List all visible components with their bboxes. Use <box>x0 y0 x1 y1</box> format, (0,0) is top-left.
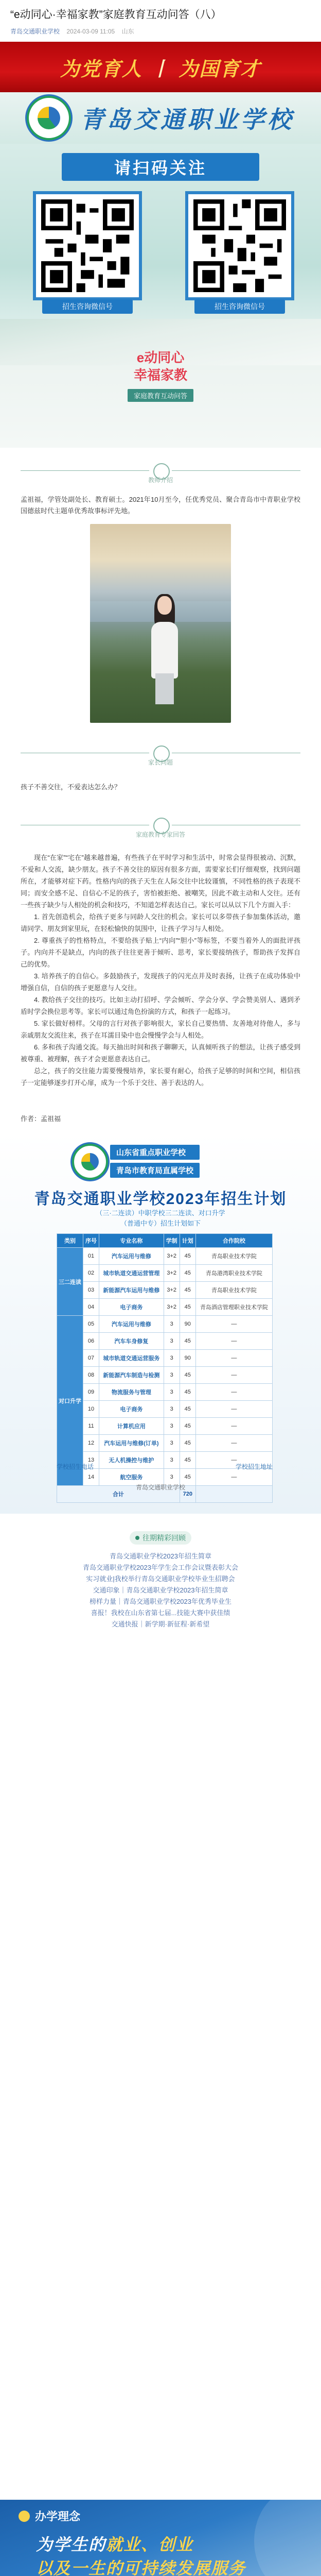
column-header: 合作院校 <box>195 1234 272 1248</box>
table-cell: 3 <box>164 1418 180 1435</box>
table-cell: 无人机操控与维护 <box>99 1452 164 1469</box>
table-cell: — <box>195 1350 272 1367</box>
table-cell: 45 <box>180 1299 195 1316</box>
table-cell-category: 三二连读 <box>57 1248 83 1316</box>
table-row <box>57 1384 273 1401</box>
answer-paragraph: 3. 培养孩子的自信心。多鼓励孩子，发现孩子的闪光点并及时表扬，让孩子在成功体验中增强自信，自信的孩子更愿意与人交往。 <box>21 972 300 992</box>
answer-paragraph: 5. 家长做好榜样。父母的言行对孩子影响很大，家长自己要热情、友善地对待他人，多与亲戚朋友交流往来，孩子在耳濡目染中也会慢慢学会与人相处。 <box>21 1020 300 1039</box>
philosophy-line2-a: 以及 <box>36 2559 72 2576</box>
table-cell: 汽车车身修复 <box>99 1333 164 1350</box>
table-cell: 3 <box>164 1452 180 1469</box>
recommend-header <box>0 1527 321 1549</box>
table-cell: 电子商务 <box>99 1401 164 1418</box>
table-cell: 物流服务与管理 <box>99 1384 164 1401</box>
table-cell: — <box>195 1367 272 1384</box>
recommend-link[interactable]: 实习就业|我校举行青岛交通职业学校毕业生招聘会 <box>86 1575 235 1583</box>
table-cell: 新能源汽车运用与维修 <box>99 1282 164 1299</box>
table-cell: 45 <box>180 1282 195 1299</box>
philosophy-line2-b: 一生的可持续发展服务 <box>71 2559 246 2576</box>
recommend-link[interactable]: 青岛交通职业学校2023年学生会工作会议暨表彰大会 <box>83 1564 238 1571</box>
author-line: 作者：孟祖福 <box>21 1115 61 1123</box>
table-header-row <box>57 1234 273 1248</box>
table-cell: 汽车运用与维修 <box>99 1316 164 1333</box>
section-header-answer <box>0 808 321 841</box>
table-cell: 14 <box>83 1469 99 1486</box>
question-text: 孩子不善交往，不爱表达怎么办？ <box>21 783 121 791</box>
header-banner-image <box>0 42 321 448</box>
answer-paragraph: 2. 尊重孩子的性格特点，不要给孩子贴上“内向”“胆小”等标签，不要当着外人的面批评孩子。内向并不是缺点，内向的孩子往往更善于倾听、思考，家长要接纳孩子，帮助孩子发挥自己的优势。 <box>21 937 300 968</box>
table-cell: 航空服务 <box>99 1469 164 1486</box>
poster-subtitle: （三·二连读）中职学校三二连读、对口升学 <box>96 1209 225 1217</box>
table-cell: 02 <box>83 1265 99 1282</box>
table-cell: 06 <box>83 1333 99 1350</box>
table-cell: 08 <box>83 1367 99 1384</box>
recommend-list <box>0 1549 321 1630</box>
answer-paragraph: 4. 教给孩子交往的技巧。比如主动打招呼、学会倾听、学会分享、学会赞美别人、遇到矛盾时学会换位思考等。家长可以通过角色扮演的方式，和孩子一起练习。 <box>21 996 300 1015</box>
total-value: 720 <box>180 1486 195 1503</box>
table-cell: 03 <box>83 1282 99 1299</box>
article-title: “e动同心·幸福家教”家庭教育互动问答（八） <box>10 9 222 21</box>
column-header: 序号 <box>83 1234 99 1248</box>
qr-caption-left: 招生咨询微信号 <box>42 299 133 314</box>
answer-paragraph: 现在“在家”“宅在”越来越普遍，有些孩子在平时学习和生活中，时常会显得很被动、沉默，不爱和人交流，缺少朋友。孩子不善交往的原因有很多方面，需要家长们仔细观察，找到问题所在，才能够对症下药。性格内向的孩子天生在人际交往中比较谨慎，不同性格的孩子表现不同；而安全感不足、自信心不足的孩子，害怕被拒绝、被嘲笑，因此不敢主动和人交往。还有一些孩子缺少与人相处的机会和技巧，不知道怎样表达自己。家长可以从以下几个方面入手： <box>21 854 300 909</box>
table-row <box>57 1299 273 1316</box>
total-label: 合计 <box>57 1486 180 1503</box>
table-cell: 3 <box>164 1435 180 1452</box>
recommend-link[interactable]: 喜报！我校在山东省第七届...技能大赛中获佳绩 <box>91 1609 230 1617</box>
slogan-band: 为党育人 丨 为国育才 <box>0 42 321 92</box>
section-header-teacher <box>0 454 321 487</box>
table-row <box>57 1401 273 1418</box>
column-header: 专业名称 <box>99 1234 164 1248</box>
table-cell: 3+2 <box>164 1265 180 1282</box>
table-cell: 城市轨道交通运营管理 <box>99 1265 164 1282</box>
section-label: 教师介绍 <box>148 477 173 484</box>
table-cell: — <box>195 1333 272 1350</box>
qr-code-icon <box>193 199 286 292</box>
table-cell: 青岛酒店管理职业技术学院 <box>195 1299 272 1316</box>
table-cell: 45 <box>180 1265 195 1282</box>
slogan-left: 为党育人 <box>60 57 142 80</box>
poster-badge: 山东省重点职业学校 <box>110 1145 200 1160</box>
contact-phone-label: 学校招生电话 <box>57 1463 94 1470</box>
table-cell: 45 <box>180 1384 195 1401</box>
table-cell: 3 <box>164 1333 180 1350</box>
publish-date: 2024-03-09 11:05 <box>66 28 115 35</box>
table-cell: 45 <box>180 1452 195 1469</box>
answer-paragraph: 1. 首先创造机会，给孩子更多与同龄人交往的机会。家长可以多带孩子参加集体活动，邀请同学、朋友到家里玩，在轻松愉快的氛围中，让孩子学习与人相处。 <box>21 913 300 933</box>
poster-subtitle-2: （普通中专）招生计划如下 <box>120 1219 201 1227</box>
account-name-link[interactable]: 青岛交通职业学校 <box>10 28 60 35</box>
school-name: 青岛交通职业学校 <box>80 106 294 133</box>
table-cell: 3 <box>164 1384 180 1401</box>
table-cell: 12 <box>83 1435 99 1452</box>
table-row <box>57 1367 273 1384</box>
table-cell: 04 <box>83 1299 99 1316</box>
column-header: 学制 <box>164 1234 180 1248</box>
table-cell: 13 <box>83 1452 99 1469</box>
publish-location: 山东 <box>121 28 134 35</box>
recommend-link[interactable]: 榜样力量｜青岛交通职业学校2023年优秀毕业生 <box>90 1598 231 1605</box>
enrollment-poster <box>0 1132 321 1514</box>
table-cell: 01 <box>83 1248 99 1265</box>
table-cell: 新能源汽车制造与检测 <box>99 1367 164 1384</box>
table-cell: 青岛职业技术学院 <box>195 1248 272 1265</box>
recommend-label: 往期精彩回顾 <box>130 1531 191 1545</box>
bulb-icon <box>19 2511 30 2522</box>
table-cell: 10 <box>83 1401 99 1418</box>
recommend-link[interactable]: 青岛交通职业学校2023年招生简章 <box>110 1552 211 1560</box>
table-cell: 3 <box>164 1350 180 1367</box>
poster-badge: 青岛市教育局直属学校 <box>110 1163 200 1178</box>
table-cell: 3 <box>164 1367 180 1384</box>
table-cell: 45 <box>180 1469 195 1486</box>
poster-contact <box>57 1462 273 1471</box>
poster-title: 青岛交通职业学校2023年招生计划 <box>34 1191 287 1208</box>
table-cell: 3+2 <box>164 1248 180 1265</box>
table-cell: 05 <box>83 1316 99 1333</box>
theme-subtitle: 家庭教育互动问答 <box>128 389 193 402</box>
table-cell: 90 <box>180 1316 195 1333</box>
column-header: 计划 <box>180 1234 195 1248</box>
slogan-right: 为国育才 <box>179 57 261 80</box>
table-cell: — <box>195 1401 272 1418</box>
qr-caption-right: 招生咨询微信号 <box>194 299 285 314</box>
school-logo-icon <box>27 96 71 140</box>
table-cell: 45 <box>180 1248 195 1265</box>
table-cell: — <box>195 1316 272 1333</box>
table-cell: 城市轨道交通运营服务 <box>99 1350 164 1367</box>
table-cell: — <box>195 1452 272 1469</box>
school-logo-icon <box>72 1144 108 1180</box>
table-row <box>57 1265 273 1282</box>
section-label: 家长问题 <box>148 759 173 766</box>
table-cell: — <box>195 1469 272 1486</box>
article-meta <box>10 27 311 36</box>
philosophy-line1-b: 就业、创业 <box>106 2535 194 2554</box>
table-cell: 45 <box>180 1435 195 1452</box>
recommend-link[interactable]: 交通印象｜青岛交通职业学校2023年招生简章 <box>93 1586 228 1594</box>
teacher-photo <box>90 524 231 723</box>
section-label: 家庭教育专家回答 <box>135 831 185 838</box>
contact-address-label: 学校招生地址 <box>235 1463 273 1470</box>
teacher-intro: 孟祖福，学管处副处长、教育硕士。2021年10月至今，任优秀党员、聚合青岛市中青职业学校国德兹时代主题单优秀故事标评先地。 <box>21 496 300 515</box>
answer-paragraph: 总之，孩子的交往能力需要慢慢培养，家长要有耐心，给孩子足够的时间和空间，相信孩子一定能够逐步打开心扉，成为一个乐于交往、善于表达的人。 <box>21 1067 300 1087</box>
table-cell: 11 <box>83 1418 99 1435</box>
table-cell: 45 <box>180 1401 195 1418</box>
article-header <box>0 0 321 36</box>
table-cell: 青岛职业技术学院 <box>195 1282 272 1299</box>
table-cell: 3+2 <box>164 1299 180 1316</box>
philosophy-banner <box>0 2500 321 2576</box>
section-header-question <box>0 736 321 769</box>
table-cell: 45 <box>180 1333 195 1350</box>
table-cell: — <box>195 1418 272 1435</box>
philosophy-line1-a: 为学生的 <box>36 2535 106 2554</box>
table-cell-category: 对口升学 <box>57 1316 83 1486</box>
table-cell: 3 <box>164 1316 180 1333</box>
theme-area <box>0 319 321 448</box>
table-cell: 3 <box>164 1401 180 1418</box>
table-cell: 3+2 <box>164 1282 180 1299</box>
table-cell: 青岛港湾职业技术学院 <box>195 1265 272 1282</box>
table-cell: 45 <box>180 1418 195 1435</box>
table-row <box>57 1435 273 1452</box>
answer-paragraph: 6. 多和孩子沟通交流。每天抽出时间和孩子聊聊天，认真倾听孩子的想法，让孩子感受到被尊重、被理解，孩子才会更愿意表达自己。 <box>21 1043 300 1063</box>
qr-code-area <box>0 144 321 319</box>
qr-code-right[interactable] <box>185 191 294 300</box>
theme-title-2: 幸福家教 <box>133 367 187 383</box>
qr-code-icon <box>41 199 134 292</box>
school-name-band <box>0 92 321 144</box>
table-cell: 汽车运用与维修(订单) <box>99 1435 164 1452</box>
table-cell: 90 <box>180 1350 195 1367</box>
poster-footer: 青岛交通职业学校 <box>135 1484 185 1491</box>
table-cell: 07 <box>83 1350 99 1367</box>
table-row <box>57 1282 273 1299</box>
philosophy-label: 办学理念 <box>35 2510 81 2523</box>
table-row <box>57 1333 273 1350</box>
table-row <box>57 1418 273 1435</box>
table-row <box>57 1248 273 1265</box>
table-cell: 计算机应用 <box>99 1418 164 1435</box>
table-cell: — <box>195 1435 272 1452</box>
table-cell: 汽车运用与维修 <box>99 1248 164 1265</box>
table-cell: 45 <box>180 1367 195 1384</box>
table-cell: 09 <box>83 1384 99 1401</box>
person-figure <box>149 596 180 699</box>
table-cell: 3 <box>164 1469 180 1486</box>
column-header: 类别 <box>57 1234 83 1248</box>
table-row <box>57 1350 273 1367</box>
table-row <box>57 1316 273 1333</box>
recommend-link[interactable]: 交通快报｜新学期·新征程·新希望 <box>111 1620 210 1628</box>
theme-card <box>112 349 209 402</box>
scan-banner: 请扫码关注 <box>62 153 259 181</box>
answer-body <box>0 852 321 1089</box>
table-cell: — <box>195 1384 272 1401</box>
table-cell: 电子商务 <box>99 1299 164 1316</box>
theme-title-1: e动同心 <box>136 350 185 365</box>
qr-code-left[interactable] <box>33 191 142 300</box>
